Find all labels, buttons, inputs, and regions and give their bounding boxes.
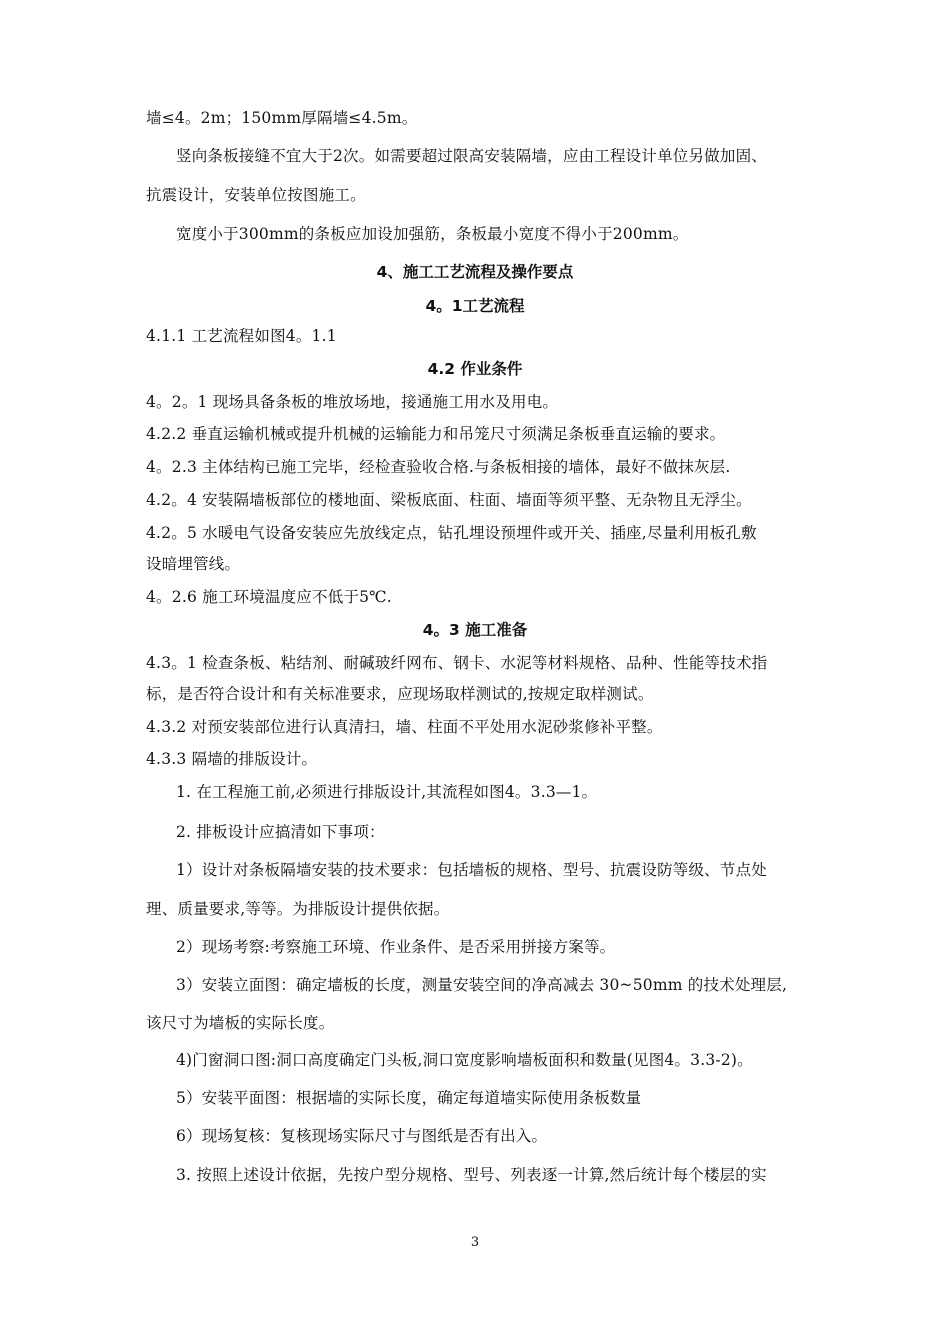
text-line: 2）现场考察:考察施工环境、作业条件、是否采用拼接方案等。 <box>176 938 616 956</box>
subsection-heading: 4。1工艺流程 <box>425 297 525 315</box>
section-heading: 4、施工工艺流程及操作要点 <box>376 263 574 281</box>
text-line: 标，是否符合设计和有关标准要求，应现场取样测试的,按规定取样测试。 <box>146 685 654 703</box>
text-line: 4.2。5 水暖电气设备安装应先放线定点，钻孔埋设预埋件或开关、插座,尽量利用板孔敷 <box>146 524 757 542</box>
text-line: 宽度小于300mm的条板应加设加强筋，条板最小宽度不得小于200mm。 <box>176 225 689 243</box>
text-line: 3）安装立面图：确定墙板的长度，测量安装空间的净高减去 30~50mm 的技术处理层, <box>176 976 788 994</box>
text-line: 4。2.6 施工环境温度应不低于5℃. <box>146 588 392 606</box>
text-line: 竖向条板接缝不宜大于2次。如需要超过限高安装隔墙，应由工程设计单位另做加固、 <box>176 147 767 165</box>
subsection-heading: 4.2 作业条件 <box>427 360 523 378</box>
text-line: 4.1.1 工艺流程如图4。1.1 <box>146 327 337 345</box>
text-line: 4)门窗洞口图:洞口高度确定门头板,洞口宽度影响墙板面积和数量(见图4。3.3-2)。 <box>176 1051 753 1069</box>
text-line: 4.2。4 安装隔墙板部位的楼地面、梁板底面、柱面、墙面等须平整、无杂物且无浮尘。 <box>146 491 752 509</box>
text-line: 墙≤4。2m；150mm厚隔墙≤4.5m。 <box>146 109 418 127</box>
page-number: 3 <box>470 1235 480 1250</box>
text-line: 5）安装平面图：根据墙的实际长度，确定每道墙实际使用条板数量 <box>176 1089 642 1107</box>
text-line: 6）现场复核：复核现场实际尺寸与图纸是否有出入。 <box>176 1127 548 1145</box>
text-line: 4.3.2 对预安装部位进行认真清扫，墙、柱面不平处用水泥砂浆修补平整。 <box>146 718 663 736</box>
text-line: 4。2。1 现场具备条板的堆放场地，接通施工用水及用电。 <box>146 393 559 411</box>
text-line: 设暗埋管线。 <box>146 555 241 573</box>
text-line: 抗震设计，安装单位按图施工。 <box>146 186 366 204</box>
text-line: 该尺寸为墙板的实际长度。 <box>146 1014 335 1032</box>
text-line: 4.3.3 隔墙的排版设计。 <box>146 750 318 768</box>
text-line: 4.2.2 垂直运输机械或提升机械的运输能力和吊笼尺寸须满足条板垂直运输的要求。 <box>146 425 726 443</box>
text-line: 2. 排板设计应搞清如下事项： <box>176 823 385 841</box>
text-line: 3. 按照上述设计依据，先按户型分规格、型号、列表逐一计算,然后统计每个楼层的实 <box>176 1166 767 1184</box>
text-line: 1. 在工程施工前,必须进行排版设计,其流程如图4。3.3—1。 <box>176 783 598 801</box>
text-line: 理、质量要求,等等。为排版设计提供依据。 <box>146 900 450 918</box>
text-line: 4。2.3 主体结构已施工完毕，经检查验收合格.与条板相接的墙体，最好不做抹灰层. <box>146 458 731 476</box>
text-line: 4.3。1 检查条板、粘结剂、耐碱玻纤网布、钢卡、水泥等材料规格、品种、性能等技术指 <box>146 654 768 672</box>
text-line: 1）设计对条板隔墙安装的技术要求：包括墙板的规格、型号、抗震设防等级、节点处 <box>176 861 767 879</box>
subsection-heading: 4。3 施工准备 <box>422 621 528 639</box>
